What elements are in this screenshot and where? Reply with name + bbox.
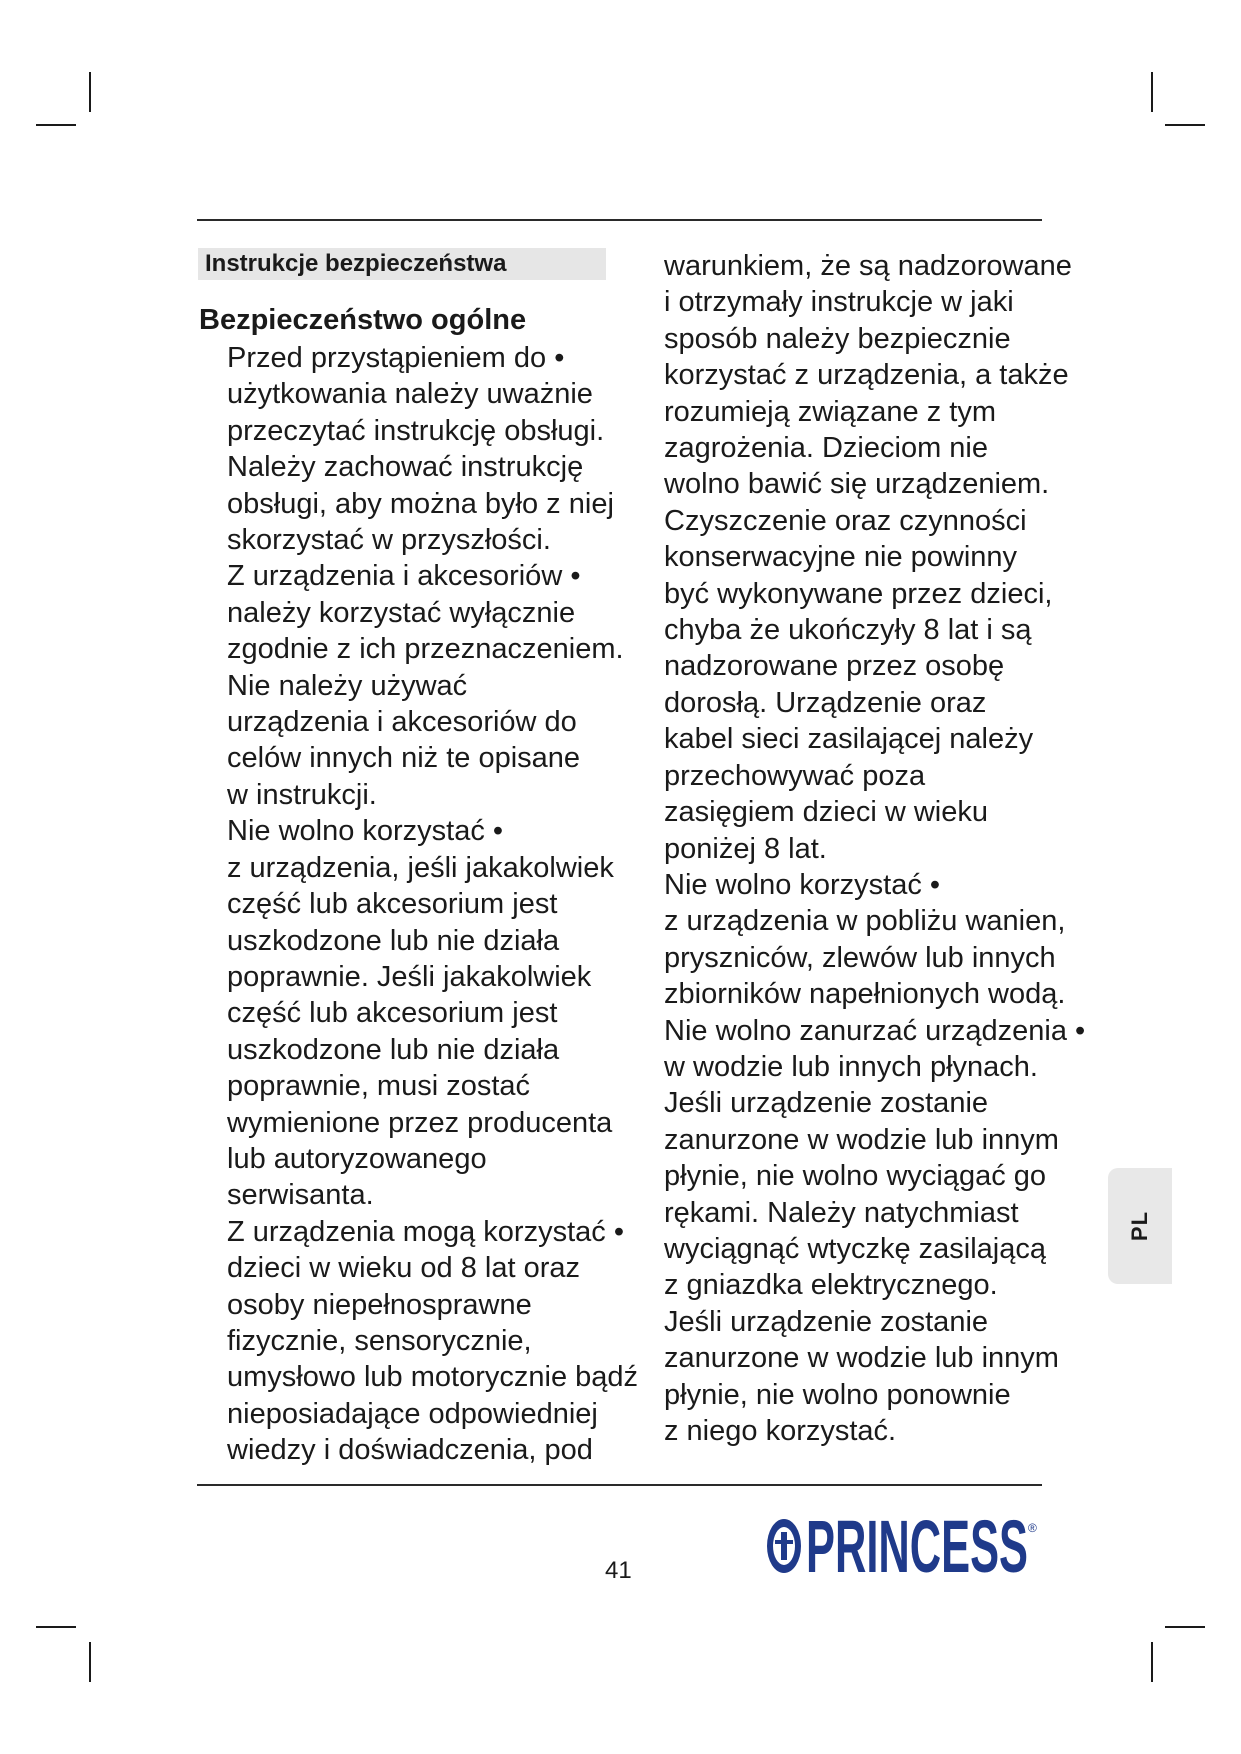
right_column-line: w wodzie lub innych płynach. [664, 1050, 1038, 1083]
left_column-line: nieposiadające odpowiedniej [227, 1397, 598, 1430]
crest-icon [767, 1519, 801, 1573]
right_column-line: konserwacyjne nie powinny [664, 541, 1018, 574]
left_column-line: przeczytać instrukcję obsługi. [227, 414, 605, 447]
right_column-line: z gniazdka elektrycznego. [664, 1269, 998, 1302]
language-tab-label: PL [1127, 1210, 1152, 1242]
right_column-line: z urządzenia w pobliżu wanien, [664, 905, 1066, 938]
left_column-line: fizycznie, sensorycznie, [227, 1324, 532, 1357]
right_column-line: zbiorników napełnionych wodą. [664, 978, 1066, 1011]
crop-mark [1151, 72, 1153, 112]
left_column-line: wymienione przez producenta [227, 1106, 613, 1139]
right_column-line: płynie, nie wolno ponownie [664, 1378, 1011, 1411]
right_column-line: Nie wolno zanurzać urządzenia • [664, 1014, 1086, 1047]
left_column-line: należy korzystać wyłącznie [227, 596, 576, 629]
right_column-line: zanurzone w wodzie lub innym [664, 1342, 1059, 1375]
right_column-line: dorosłą. Urządzenie oraz [664, 686, 987, 719]
section-tab: Instrukcje bezpieczeństwa [198, 248, 606, 280]
left_column-line: serwisanta. [227, 1179, 374, 1212]
left_column-line: uszkodzone lub nie działa [227, 924, 560, 957]
left_column-line: z urządzenia, jeśli jakakolwiek [227, 851, 614, 884]
crop-mark [1151, 1642, 1153, 1682]
left_column-line: Należy zachować instrukcję [227, 451, 584, 484]
left_column-line: dzieci w wieku od 8 lat oraz [227, 1252, 580, 1285]
bottom-rule [197, 1484, 1042, 1486]
right_column-line: zanurzone w wodzie lub innym [664, 1123, 1059, 1156]
language-tab [1108, 1168, 1172, 1284]
left_column-line: obsługi, aby można było z niej [227, 487, 614, 520]
crop-mark [36, 124, 76, 126]
left_column-line: w instrukcji. [227, 778, 377, 811]
left_column-line: skorzystać w przyszłości. [227, 524, 551, 557]
right_column-line: korzystać z urządzenia, a także [664, 359, 1069, 392]
page-number: 41 [605, 1557, 632, 1584]
right_column-line: wyciągnąć wtyczkę zasilającą [664, 1232, 1046, 1265]
right_column-line: wolno bawić się urządzeniem. [664, 468, 1050, 501]
left_column-line: Nie należy używać [227, 669, 468, 702]
left_column-line: Z urządzenia i akcesoriów • [227, 560, 581, 593]
left_column-line: część lub akcesorium jest [227, 888, 558, 921]
left_column-line: poprawnie. Jeśli jakakolwiek [227, 960, 592, 993]
right_column-line: Jeśli urządzenie zostanie [664, 1087, 989, 1120]
crop-mark [1165, 1626, 1205, 1628]
right_column-line: rękami. Należy natychmiast [664, 1196, 1019, 1229]
left_column-line: Z urządzenia mogą korzystać • [227, 1215, 624, 1248]
crop-mark [36, 1626, 76, 1628]
right_column-line: Czyszczenie oraz czynności [664, 504, 1027, 537]
right_column-line: i otrzymały instrukcje w jaki [664, 286, 1014, 319]
left_column-line: lub autoryzowanego [227, 1142, 487, 1175]
right_column-line: Nie wolno korzystać • [664, 868, 941, 901]
left_column-line: zgodnie z ich przeznaczeniem. [227, 633, 624, 666]
right_column-line: pryszniców, zlewów lub innych [664, 941, 1056, 974]
princess-logo [762, 1506, 1042, 1586]
right_column-line: chyba że ukończyły 8 lat i są [664, 614, 1032, 647]
left_column-line: osoby niepełnosprawne [227, 1288, 532, 1321]
left_column-line: umysłowo lub motorycznie bądź [227, 1361, 639, 1394]
right_column-line: przechowywać poza [664, 759, 926, 792]
right_column-line: zagrożenia. Dzieciom nie [664, 432, 988, 465]
right-column [664, 248, 1114, 1449]
right_column-line: nadzorowane przez osobę [664, 650, 1005, 683]
right_column-line: poniżej 8 lat. [664, 832, 827, 865]
right_column-line: kabel sieci zasilającej należy [664, 723, 1034, 756]
brand-wordmark: PRINCESS [806, 1506, 1028, 1586]
right_column-line: zasięgiem dzieci w wieku [664, 796, 988, 829]
right_column-line: płynie, nie wolno wyciągać go [664, 1160, 1047, 1193]
section-heading: Bezpieczeństwo ogólne [199, 304, 527, 336]
left_column-line: wiedzy i doświadczenia, pod [227, 1434, 593, 1467]
left_column-line: uszkodzone lub nie działa [227, 1033, 560, 1066]
crop-mark [89, 1642, 91, 1682]
left_column-line: celów innych niż te opisane [227, 742, 581, 775]
right_column-line: rozumieją związane z tym [664, 395, 996, 428]
right_column-line: być wykonywane przez dzieci, [664, 577, 1053, 610]
right_column-line: z niego korzystać. [664, 1415, 897, 1447]
top-rule [197, 219, 1042, 221]
left_column-line: użytkowania należy uważnie [227, 378, 593, 411]
left-column [227, 340, 667, 1469]
crop-mark [89, 72, 91, 112]
right_column-line: sposób należy bezpiecznie [664, 322, 1011, 355]
left_column-line: Przed przystąpieniem do • [227, 342, 565, 374]
left_column-line: poprawnie, musi zostać [227, 1070, 531, 1103]
right_column-line: Jeśli urządzenie zostanie [664, 1305, 989, 1338]
left_column-line: część lub akcesorium jest [227, 997, 558, 1030]
left_column-line: Nie wolno korzystać • [227, 815, 504, 848]
crop-mark [1165, 124, 1205, 126]
right_column-line: warunkiem, że są nadzorowane [664, 250, 1072, 282]
left_column-line: urządzenia i akcesoriów do [227, 706, 577, 739]
registered-mark: ® [1028, 1521, 1037, 1535]
